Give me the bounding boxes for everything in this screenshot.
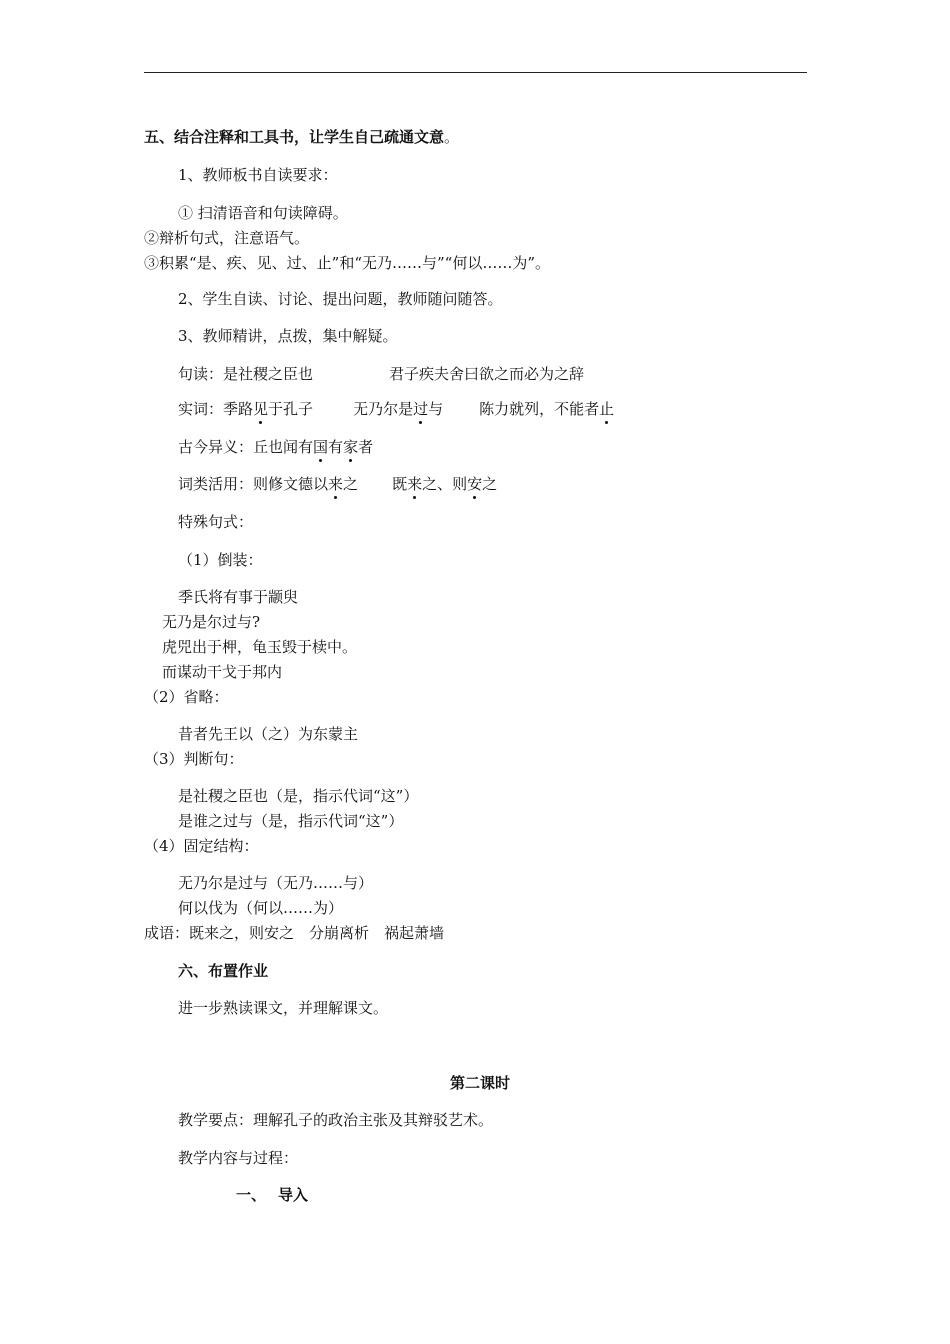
panduan-1: 是社稷之臣也（是，指示代词“这”） <box>178 787 419 805</box>
shici-line: 实词：季路见于孔子 无乃尔是过与 陈力就列，不能者止 <box>178 400 615 418</box>
daozhuang-1: 季氏将有事于颛臾 <box>178 588 299 606</box>
lesson-2-title: 第二课时 <box>450 1074 511 1092</box>
req-3: 3、教师精讲，点拨，集中解疑。 <box>178 327 398 345</box>
req-1b: ②辩析句式，注意语气。 <box>144 229 310 247</box>
panduan-label: （3）判断句： <box>144 750 244 768</box>
cilei-line: 词类活用：则修文德以来之 既来之、则安之 <box>178 475 498 493</box>
daozhuang-4: 而谋动干戈于邦内 <box>162 663 283 681</box>
lesson-2-key-points: 教学要点：理解孔子的政治主张及其辩驳艺术。 <box>178 1111 494 1129</box>
chengyu-line: 成语：既来之，则安之 分崩离析 祸起萧墙 <box>144 924 445 942</box>
req-1: 1、教师板书自读要求： <box>178 166 338 184</box>
guding-2: 何以伐为（何以……为） <box>178 899 344 917</box>
section-5-heading: 五、结合注释和工具书，让学生自己疏通文意。 <box>144 128 460 146</box>
gujin-line: 古今异义：丘也闻有国有家者 <box>178 438 374 456</box>
shenglue-label: （2）省略： <box>144 688 229 706</box>
daozhuang-label: （1）倒装： <box>178 551 263 569</box>
req-1c: ③积累“是、疾、见、过、止”和“无乃……与”“何以……为”。 <box>144 254 551 272</box>
req-1a: ① 扫清语音和句读障碍。 <box>178 204 348 222</box>
lesson-2-item-1: 一、 导入 <box>236 1186 309 1204</box>
req-2: 2、学生自读、讨论、提出问题，教师随问随答。 <box>178 290 503 308</box>
shenglue-1: 昔者先王以（之）为东蒙主 <box>178 725 359 743</box>
teshu-label: 特殊句式： <box>178 513 254 531</box>
daozhuang-2: 无乃是尔过与? <box>162 613 261 631</box>
section-6-body: 进一步熟读课文，并理解课文。 <box>178 999 389 1017</box>
section-6-heading: 六、布置作业 <box>178 962 269 980</box>
panduan-2: 是谁之过与（是，指示代词“这”） <box>178 812 404 830</box>
header-rule <box>144 72 807 73</box>
guding-1: 无乃尔是过与（无乃……与） <box>178 874 374 892</box>
judou-line: 句读：是社稷之臣也 君子疾夫舍曰欲之而必为之辞 <box>178 365 585 383</box>
lesson-2-process: 教学内容与过程： <box>178 1149 299 1167</box>
guding-label: （4）固定结构： <box>144 837 259 855</box>
daozhuang-3: 虎兕出于柙，龟玉毁于椟中。 <box>162 638 358 656</box>
